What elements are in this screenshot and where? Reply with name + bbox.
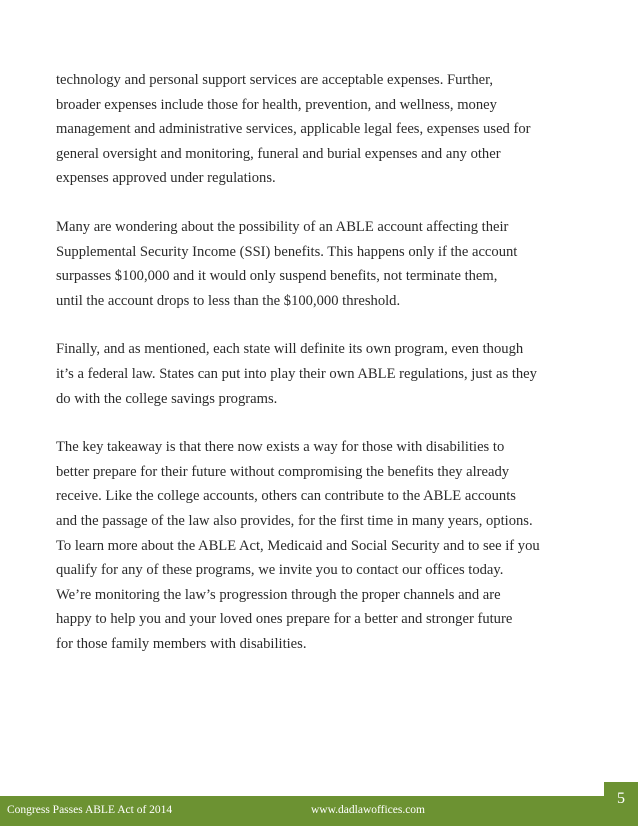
- paragraph-key-takeaway: [56, 435, 596, 656]
- footer-website: www.dadlawoffices.com: [311, 804, 426, 816]
- paragraph-state-programs: [56, 337, 596, 411]
- page-number: 5: [617, 790, 625, 807]
- text-line: do with the college savings programs.: [56, 390, 278, 407]
- text-line: management and administrative services, applicable legal fees, expenses used for: [56, 121, 531, 138]
- text-line: happy to help you and your loved ones prepare for a better and stronger future: [56, 611, 513, 628]
- text-line: better prepare for their future without compromising the benefits they already: [56, 463, 510, 480]
- text-line: it’s a federal law. States can put into play their own ABLE regulations, just as they: [56, 365, 537, 382]
- text-line: surpasses $100,000 and it would only suspend benefits, not terminate them,: [56, 268, 498, 285]
- text-line: To learn more about the ABLE Act, Medicaid and Social Security and to see if you: [56, 537, 540, 554]
- text-line: The key takeaway is that there now exists a way for those with disabilities to: [56, 439, 505, 456]
- text-line: for those family members with disabilities.: [56, 635, 307, 652]
- paragraph-ssi: [56, 215, 596, 313]
- document-body: [56, 68, 596, 680]
- text-line: until the account drops to less than the $100,000 threshold.: [56, 292, 401, 309]
- page-number-tab: [604, 782, 638, 826]
- text-line: general oversight and monitoring, funeral and burial expenses and any other: [56, 145, 501, 162]
- footer-document-title: Congress Passes ABLE Act of 2014: [7, 804, 173, 816]
- text-line: expenses approved under regulations.: [56, 170, 276, 187]
- paragraph-expenses: [56, 68, 596, 191]
- text-line: Finally, and as mentioned, each state will definite its own program, even though: [56, 341, 524, 358]
- text-line: and the passage of the law also provides, for the first time in many years, options.: [56, 512, 533, 529]
- text-line: Many are wondering about the possibility of an ABLE account affecting their: [56, 218, 509, 235]
- footer-bar: [0, 796, 638, 826]
- text-line: receive. Like the college accounts, others can contribute to the ABLE accounts: [56, 488, 516, 505]
- text-line: qualify for any of these programs, we invite you to contact our offices today.: [56, 562, 504, 579]
- text-line: Supplemental Security Income (SSI) benefits. This happens only if the account: [56, 243, 518, 260]
- text-line: technology and personal support services are acceptable expenses. Further,: [56, 72, 494, 88]
- text-line: broader expenses include those for health, prevention, and wellness, money: [56, 96, 497, 113]
- text-line: We’re monitoring the law’s progression through the proper channels and are: [56, 586, 501, 603]
